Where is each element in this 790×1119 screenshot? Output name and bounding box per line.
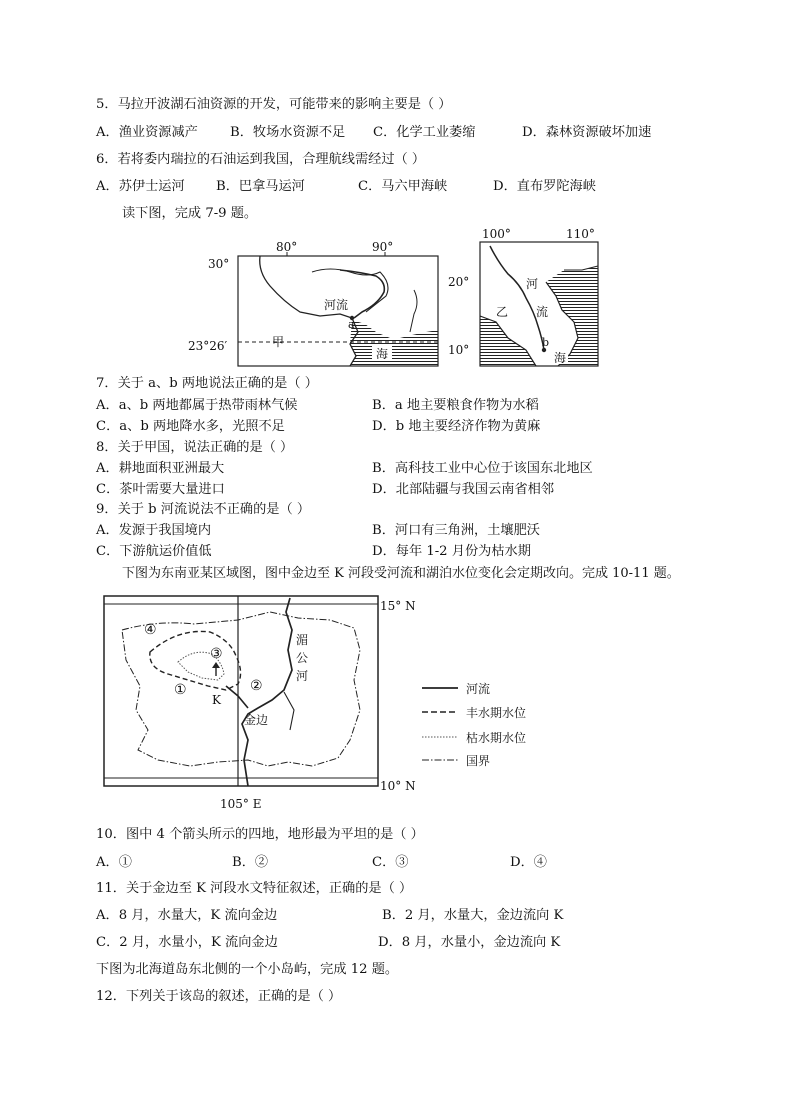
map2-river-char-1: 河 xyxy=(526,277,539,291)
map-mekong-tonle-sap xyxy=(98,590,658,815)
map1-country-label: 甲 xyxy=(272,335,285,349)
map1-sea-label: 海 xyxy=(376,347,389,361)
legend-border: 国界 xyxy=(466,754,491,768)
map1-lat-top: 30° xyxy=(208,257,230,271)
question-7-stem: 7．关于 a、b 两地说法正确的是（ ） xyxy=(96,376,318,391)
q7-option-c: C．a、b 两地降水多，光照不足 xyxy=(96,419,285,434)
q8-option-d: D．北部陆疆与我国云南省相邻 xyxy=(372,482,555,497)
q7-option-d: D．b 地主要经济作物为黄麻 xyxy=(372,419,541,434)
map3-city-phnom-penh: 金边 xyxy=(244,713,269,727)
question-5-stem: 5．马拉开波湖石油资源的开发，可能带来的影响主要是（ ） xyxy=(96,97,452,112)
intro-12: 下图为北海道岛东北侧的一个小岛屿，完成 12 题。 xyxy=(96,962,399,977)
q10-option-a: A．① xyxy=(96,855,132,870)
q10-option-c: C．③ xyxy=(372,855,409,870)
map-south-asia xyxy=(188,232,450,372)
question-6-stem: 6．若将委内瑞拉的石油运到我国，合理航线需经过（ ） xyxy=(96,152,426,167)
map3-lat-bottom: 10° N xyxy=(380,779,416,793)
q7-option-b: B．a 地主要粮食作物为水稻 xyxy=(372,398,539,413)
q5-option-a: A．渔业资源减产 xyxy=(96,125,198,140)
q8-option-a: A．耕地面积亚洲最大 xyxy=(96,461,225,476)
map3-river-char-2: 公 xyxy=(296,651,309,665)
legend-dry-level: 枯水期水位 xyxy=(466,731,527,745)
map3-mark-2: ② xyxy=(250,678,263,694)
q11-option-a: A．8 月，水量大，K 流向金边 xyxy=(96,908,278,923)
q11-option-c: C．2 月，水量小，K 流向金边 xyxy=(96,935,278,950)
question-10-stem: 10．图中 4 个箭头所示的四地，地形最为平坦的是（ ） xyxy=(96,827,424,842)
q5-option-b: B．牧场水资源不足 xyxy=(230,125,346,140)
intro-7-9: 读下图，完成 7-9 题。 xyxy=(122,206,258,221)
map3-river-char-1: 湄 xyxy=(296,633,309,647)
q11-option-d: D．8 月，水量小，金边流向 K xyxy=(378,935,561,950)
map3-mark-4: ④ xyxy=(144,622,157,638)
map3-mark-3: ③ xyxy=(210,646,223,662)
map3-legend xyxy=(422,681,526,768)
q7-option-a: A．a、b 两地都属于热带雨林气候 xyxy=(96,398,298,413)
map1-lon-right: 90° xyxy=(372,240,394,254)
legend-flood-level: 丰水期水位 xyxy=(466,706,527,720)
q9-option-c: C．下游航运价值低 xyxy=(96,544,212,559)
question-9-stem: 9．关于 b 河流说法不正确的是（ ） xyxy=(96,502,311,517)
q6-option-b: B．巴拿马运河 xyxy=(216,179,305,194)
map2-lon-left: 100° xyxy=(482,227,511,241)
q6-option-c: C．马六甲海峡 xyxy=(358,179,448,194)
map2-river-char-2: 流 xyxy=(536,305,549,319)
map1-lat-bottom: 23°26′ xyxy=(188,339,228,353)
q9-option-b: B．河口有三角洲，土壤肥沃 xyxy=(372,523,540,538)
question-8-stem: 8．关于甲国，说法正确的是（ ） xyxy=(96,440,294,455)
map3-point-k: K xyxy=(212,693,221,707)
map2-point-b: b xyxy=(542,336,550,349)
map2-lat-bottom: 10° xyxy=(448,343,470,357)
q6-option-d: D．直布罗陀海峡 xyxy=(493,179,596,194)
question-11-stem: 11．关于金边至 K 河段水文特征叙述，正确的是（ ） xyxy=(96,881,413,896)
intro-10-11: 下图为东南亚某区域图，图中金边至 K 河段受河流和湖泊水位变化会定期改向。完成 10-11 题。 xyxy=(122,566,680,581)
q9-option-a: A．发源于我国境内 xyxy=(96,523,212,538)
map2-sea-label: 海 xyxy=(554,351,567,365)
q8-option-b: B．高科技工业中心位于该国东北地区 xyxy=(372,461,593,476)
map-indochina xyxy=(446,226,606,376)
map1-river-label: 河流 xyxy=(324,298,349,312)
map3-lon: 105° E xyxy=(220,797,262,811)
q6-option-a: A．苏伊士运河 xyxy=(96,179,185,194)
map1-point-a: a xyxy=(348,318,355,331)
map1-lon-left: 80° xyxy=(276,240,298,254)
q9-option-d: D．每年 1-2 月份为枯水期 xyxy=(372,544,531,559)
q5-option-d: D．森林资源破坏加速 xyxy=(522,125,652,140)
question-12-stem: 12．下列关于该岛的叙述，正确的是（ ） xyxy=(96,989,342,1004)
q10-option-d: D．④ xyxy=(510,855,547,870)
map3-river-char-3: 河 xyxy=(296,669,309,683)
legend-river: 河流 xyxy=(466,682,491,696)
map2-country-label: 乙 xyxy=(496,305,509,319)
q10-option-b: B．② xyxy=(232,855,269,870)
q8-option-c: C．茶叶需要大量进口 xyxy=(96,482,225,497)
q11-option-b: B．2 月，水量大，金边流向 K xyxy=(382,908,564,923)
map3-mark-1: ① xyxy=(174,682,187,698)
map2-lon-right: 110° xyxy=(566,227,595,241)
q5-option-c: C．化学工业萎缩 xyxy=(373,125,476,140)
map3-lat-top: 15° N xyxy=(380,599,416,613)
map2-lat-top: 20° xyxy=(448,275,470,289)
